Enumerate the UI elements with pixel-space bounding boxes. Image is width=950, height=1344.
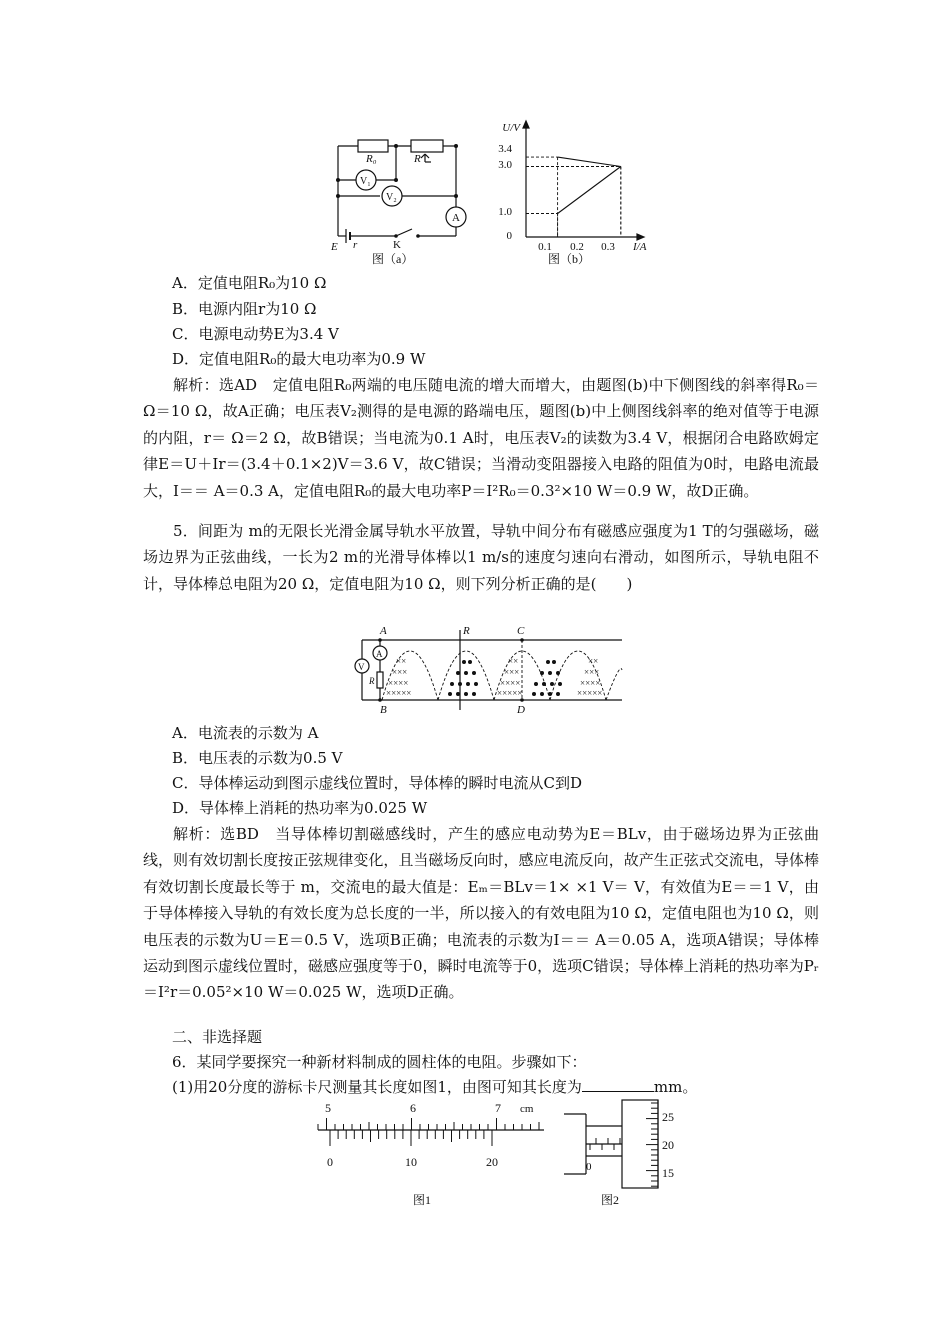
svg-text:×××: ××× [584, 667, 600, 677]
q4-option-a: A．定值电阻R₀为10 Ω [172, 274, 327, 292]
svg-text:×××: ××× [504, 667, 520, 677]
vernier-10: 10 [405, 1155, 417, 1169]
q5-stem: 5．间距为 m的无限长光滑金属导轨水平放置，导轨中间分布有磁感应强度为1 T的匀强磁场，磁场边界为正弦曲线，一长为2 m的光滑导体棒以1 m/s的速度匀速向右滑动，如图所示，导轨电阻不计，导体棒总电阻为20 Ω，定值电阻为10 Ω，则下列分析正确的是( ) [143, 522, 819, 593]
point-d-label: D [517, 704, 525, 716]
vernier-20: 20 [486, 1155, 498, 1169]
q6-part1-unit: mm。 [653, 1078, 698, 1096]
r0-label: R₀ [366, 153, 377, 165]
q6-stem: 6．某同学要探究一种新材料制成的圆柱体的电阻。步骤如下： [172, 1053, 587, 1071]
fig1-caption: 图1 [412, 1193, 432, 1207]
q5-option-b: B．电压表的示数为0.5 V [172, 749, 343, 767]
q5-option-c: C．导体棒运动到图示虚线位置时，导体棒的瞬时电流从C到D [172, 774, 582, 792]
rail-field-figure [352, 622, 628, 716]
fig2-caption: 图2 [600, 1193, 620, 1207]
svg-text:×××: ××× [392, 667, 408, 677]
v1-label: V₁ [360, 176, 371, 187]
q5-option-d: D．导体棒上消耗的热功率为0.025 W [172, 799, 428, 817]
rod-r-label: R [463, 625, 470, 637]
x-tick-0.2: 0.2 [570, 241, 584, 253]
y-tick-3.0: 3.0 [498, 159, 512, 171]
thimble-20: 20 [662, 1138, 674, 1152]
q4-option-c: C．电源电动势E为3.4 V [172, 325, 339, 343]
y-tick-0: 0 [506, 230, 512, 242]
q6-part1 [172, 1076, 697, 1098]
vernier-caliper-figure [312, 1100, 548, 1210]
svg-text:×××××: ××××× [497, 688, 523, 698]
q5-option-a: A．电流表的示数为 A [172, 724, 319, 742]
svg-text:××: ×× [588, 656, 599, 666]
x-tick-0.1: 0.1 [538, 241, 552, 253]
q6-part1-text: (1)用20分度的游标卡尺测量其长度如图1，由图可知其长度为 [172, 1078, 582, 1096]
sleeve-0: 0 [586, 1161, 592, 1173]
unit-cm: cm [520, 1103, 534, 1115]
q5-analysis: 解析：选BD 当导体棒切割磁感线时，产生的感应电动势为E＝BLv，由于磁场边界为正弦曲线，则有效切割长度按正弦规律变化，且当磁场反向时，感应电流反向，故产生正弦式交流电，导体棒有效切割长度最长等于 m，交流电的最大值是：Eₘ＝BLv＝1× ×1 V＝ V，有效值为E＝＝1 V，由于导体棒接入导轨的有效长度为总长度的一半，所以接入的有效电阻为10 Ω，定值电阻也为10 Ω，则电压表的示数为U＝E＝0.5 V，选项B正确；电流表的示数为I＝＝ A＝0.05 A，选项A错误；导体棒运动到图示虚线位置时，磁感应强度等于0，瞬时电流等于0，选项C错误；导体棒上消耗的热功率为Pᵣ＝I²r＝0.05²×10 W＝0.025 W，选项D正确。 [143, 825, 819, 1002]
series-line-0 [558, 157, 621, 166]
emf-label: E [331, 241, 338, 253]
y-axis-label: U/V [502, 122, 520, 134]
main-scale-6: 6 [410, 1101, 416, 1115]
svg-text:×××××: ××××× [386, 688, 412, 698]
series-line-1 [558, 167, 621, 214]
main-scale-7: 7 [495, 1101, 501, 1115]
main-scale-5: 5 [325, 1101, 331, 1115]
svg-text:××××: ×××× [388, 678, 409, 688]
thimble-25: 25 [662, 1110, 674, 1124]
svg-text:×××××: ××××× [577, 688, 603, 698]
ammeter-label-q5: A [376, 649, 383, 659]
answer-blank[interactable] [582, 1077, 654, 1092]
y-tick-3.4: 3.4 [498, 143, 512, 155]
circuit-figure-a [326, 132, 471, 267]
point-b-label: B [380, 704, 387, 716]
svg-text:××××: ×××× [580, 678, 601, 688]
v2-label: V₂ [386, 192, 397, 203]
svg-text:××: ×× [396, 656, 407, 666]
ammeter-label: A [452, 212, 460, 224]
internal-r-label: r [353, 239, 358, 251]
q4-analysis: 解析：选AD 定值电阻R₀两端的电压随电流的增大而增大，由题图(b)中下侧图线的斜率得R₀＝ Ω＝10 Ω，故A正确；电压表V₂测得的是电源的路端电压，题图(b)中上侧图线斜率的绝对值等于电源的内阻，r＝ Ω＝2 Ω，故B错误；当电流为0.1 A时，电压表V₂的读数为3.4 V，根据闭合电路欧姆定律E＝U＋Ir＝(3.4＋0.1×2)V＝3.6 V，故C错误；当滑动变阻器接入电路的阻值为0时，电路电流最大，I＝＝ A＝0.3 A，定值电阻R₀的最大电功率P＝I²R₀＝0.3²×10 W＝0.9 W，故D正确。 [143, 376, 819, 500]
resistor-label-q5: R [369, 676, 375, 686]
thimble-15: 15 [662, 1166, 674, 1180]
ui-graph-figure-b [490, 117, 660, 267]
x-axis-label: I/A [633, 241, 647, 253]
fig-a-caption: 图（a） [372, 252, 414, 266]
switch-label: K [393, 239, 401, 251]
y-tick-1.0: 1.0 [498, 206, 512, 218]
x-tick-0.3: 0.3 [601, 241, 615, 253]
q4-option-d: D．定值电阻R₀的最大电功率为0.9 W [172, 350, 426, 368]
svg-text:××××: ×××× [500, 678, 521, 688]
q4-option-b: B．电源内阻r为10 Ω [172, 300, 317, 318]
r-label: R [414, 153, 421, 165]
section-heading: 二、非选择题 [172, 1028, 263, 1046]
micrometer-figure [560, 1098, 700, 1213]
vernier-0: 0 [327, 1155, 333, 1169]
svg-text:××: ×× [508, 656, 519, 666]
point-a-label: A [380, 625, 387, 637]
voltmeter-label: V [358, 662, 365, 672]
fig-b-caption: 图（b） [548, 252, 591, 266]
point-c-label: C [517, 625, 525, 637]
